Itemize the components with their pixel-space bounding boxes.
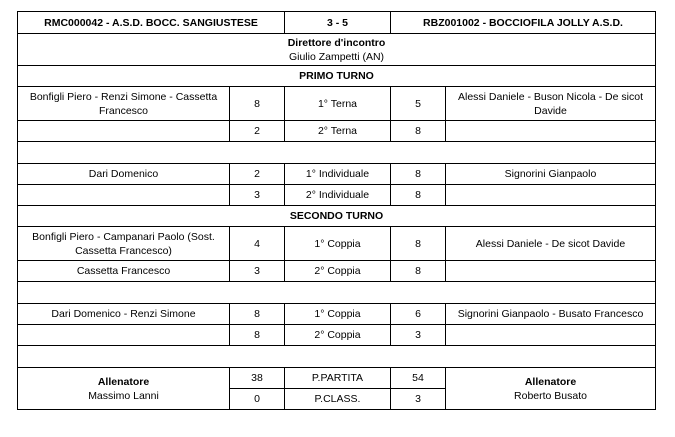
away-team: RBZ001002 - BOCCIOFILA JOLLY A.S.D. (391, 12, 656, 34)
game-type: 1° Coppia (285, 227, 391, 261)
spacer-row (18, 346, 656, 368)
away-score: 8 (391, 185, 446, 206)
spacer (18, 282, 656, 304)
table-row (18, 304, 656, 325)
home-coach-cell (18, 368, 230, 410)
game-type: 1° Individuale (285, 164, 391, 185)
class-label: P.CLASS. (285, 389, 391, 410)
away-score: 8 (391, 261, 446, 282)
home-players: Dari Domenico (18, 164, 230, 185)
away-score: 5 (391, 87, 446, 121)
spacer-row (18, 282, 656, 304)
home-coach-name: Massimo Lanni (88, 389, 159, 402)
away-players: Signorini Gianpaolo (446, 164, 656, 185)
home-coach-label: Allenatore (97, 375, 150, 388)
away-score: 8 (391, 164, 446, 185)
home-score: 8 (230, 304, 285, 325)
home-score: 2 (230, 121, 285, 142)
away-score: 8 (391, 121, 446, 142)
home-players (18, 121, 230, 142)
home-score: 3 (230, 261, 285, 282)
table-row (18, 261, 656, 282)
away-players: Alessi Daniele - Buson Nicola - De sicot Davide (446, 87, 656, 121)
away-partita-points: 54 (391, 368, 446, 389)
director-cell (18, 34, 656, 66)
home-team: RMC000042 - A.S.D. BOCC. SANGIUSTESE (18, 12, 285, 34)
away-score: 8 (391, 227, 446, 261)
home-players: Cassetta Francesco (18, 261, 230, 282)
away-players (446, 261, 656, 282)
away-players (446, 121, 656, 142)
table-row (18, 325, 656, 346)
header-row (18, 12, 656, 34)
home-players (18, 325, 230, 346)
game-type: 2° Coppia (285, 325, 391, 346)
away-coach-label: Allenatore (524, 375, 577, 388)
away-class-points: 3 (391, 389, 446, 410)
table-row (18, 227, 656, 261)
table-row (18, 164, 656, 185)
game-type: 2° Coppia (285, 261, 391, 282)
away-score: 3 (391, 325, 446, 346)
turn-title-row (18, 66, 656, 87)
director-label: Direttore d'incontro (287, 36, 386, 49)
footer-row (18, 368, 656, 389)
home-players (18, 185, 230, 206)
match-score: 3 - 5 (285, 12, 391, 34)
home-players: Dari Domenico - Renzi Simone (18, 304, 230, 325)
home-players: Bonfigli Piero - Renzi Simone - Cassetta Francesco (18, 87, 230, 121)
game-type: 1° Coppia (285, 304, 391, 325)
home-partita-points: 38 (230, 368, 285, 389)
away-players: Alessi Daniele - De sicot Davide (446, 227, 656, 261)
home-score: 8 (230, 87, 285, 121)
home-class-points: 0 (230, 389, 285, 410)
table-row (18, 185, 656, 206)
table-row (18, 87, 656, 121)
home-score: 2 (230, 164, 285, 185)
game-type: 1° Terna (285, 87, 391, 121)
director-row (18, 34, 656, 66)
home-score: 4 (230, 227, 285, 261)
away-coach-name: Roberto Busato (514, 389, 587, 402)
spacer (18, 346, 656, 368)
away-coach-cell (446, 368, 656, 410)
away-players (446, 185, 656, 206)
spacer (18, 142, 656, 164)
partita-label: P.PARTITA (285, 368, 391, 389)
turn-title-row (18, 206, 656, 227)
away-players (446, 325, 656, 346)
turn1-title: PRIMO TURNO (18, 66, 656, 87)
game-type: 2° Terna (285, 121, 391, 142)
turn2-title: SECONDO TURNO (18, 206, 656, 227)
table-row (18, 121, 656, 142)
away-players: Signorini Gianpaolo - Busato Francesco (446, 304, 656, 325)
home-players: Bonfigli Piero - Campanari Paolo (Sost. Cassetta Francesco) (18, 227, 230, 261)
game-type: 2° Individuale (285, 185, 391, 206)
home-score: 8 (230, 325, 285, 346)
home-score: 3 (230, 185, 285, 206)
spacer-row (18, 142, 656, 164)
match-report-table (17, 11, 656, 410)
away-score: 6 (391, 304, 446, 325)
director-name: Giulio Zampetti (AN) (288, 50, 385, 63)
